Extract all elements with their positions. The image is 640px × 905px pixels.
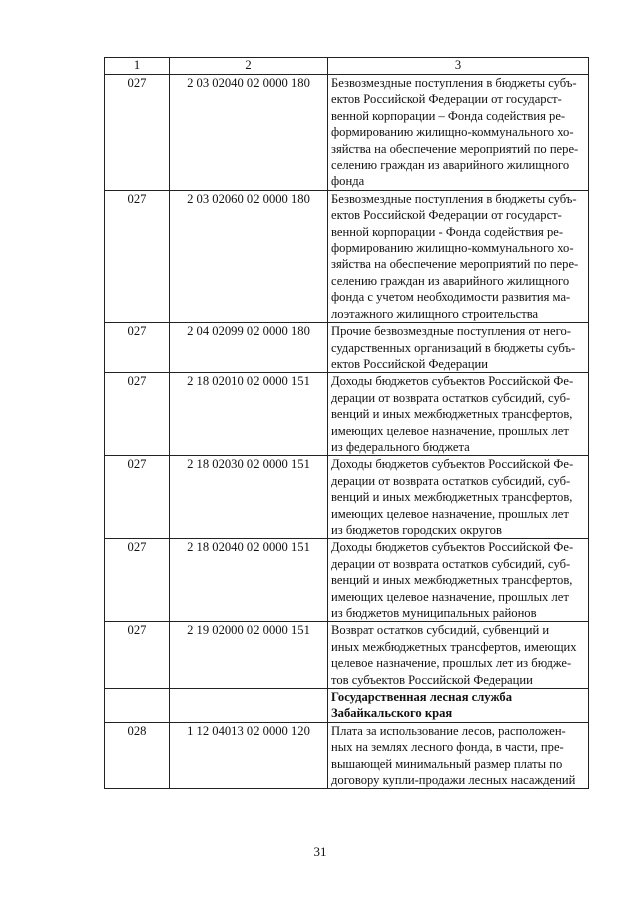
description-line: зяйства на обеспечение мероприятий по пере- [331, 141, 579, 156]
description-line: Доходы бюджетов субъектов Российской Фе- [331, 540, 574, 555]
description-line: ектов Российской Федерации от государст- [331, 92, 562, 107]
revenue-codes-table [104, 57, 589, 789]
description-line: договору купли-продажи лесных насаждений [331, 773, 576, 788]
budget-code-cell: 1 12 04013 02 0000 120 [170, 722, 328, 789]
column-header-2: 2 [170, 58, 328, 75]
admin-code-cell: 027 [105, 323, 170, 373]
table-row [105, 75, 589, 191]
table-row [105, 622, 589, 689]
description-line: Доходы бюджетов субъектов Российской Фе- [331, 374, 574, 389]
table-body [105, 75, 589, 789]
description-line: венной корпорации - Фонда содействия ре- [331, 224, 564, 239]
description-line: селению граждан из аварийного жилищного [331, 273, 570, 288]
description-line: вышающей минимальный размер платы по [331, 756, 563, 771]
description-cell [328, 190, 589, 322]
description-line: венной корпорации – Фонда содействия ре- [331, 108, 566, 123]
description-line: ектов Российской Федерации от государст- [331, 208, 562, 223]
description-cell [328, 622, 589, 689]
description-line: Безвозмездные поступления в бюджеты субъ- [331, 76, 577, 90]
description-line: селению граждан из аварийного жилищного [331, 158, 570, 173]
admin-code-cell: 028 [105, 722, 170, 789]
description-line: целевое назначение, прошлых лет из бюдже- [331, 656, 572, 671]
description-line: имеющих целевое назначение, прошлых лет [331, 506, 569, 521]
description-line: ектов Российской Федерации [331, 356, 488, 371]
page-number: 31 [313, 844, 327, 859]
table-row [105, 456, 589, 539]
description-line: из федерального бюджета [331, 439, 470, 454]
budget-code-cell: 2 18 02040 02 0000 151 [170, 539, 328, 622]
table-row [105, 190, 589, 322]
description-line: формированию жилищно-коммунального хо- [331, 241, 574, 256]
description-line: Государственная лесная служба [331, 690, 512, 705]
description-cell [328, 323, 589, 373]
description-line: фонда с учетом необходимости развития ма- [331, 290, 571, 305]
description-line: венций и иных межбюджетных трансфертов, [331, 573, 573, 588]
admin-code-cell: 027 [105, 539, 170, 622]
description-line: дерации от возврата остатков субсидий, суб- [331, 556, 571, 571]
description-cell [328, 373, 589, 456]
description-line: фонда [331, 174, 365, 189]
column-header-3: 3 [328, 58, 589, 75]
admin-code-cell [105, 689, 170, 723]
section-row [105, 689, 589, 723]
description-line: дерации от возврата остатков субсидий, суб- [331, 473, 571, 488]
description-cell [328, 75, 589, 191]
budget-code-cell: 2 03 02060 02 0000 180 [170, 190, 328, 322]
table-header-row [105, 58, 589, 75]
table-row [105, 539, 589, 622]
description-line: венций и иных межбюджетных трансфертов, [331, 490, 573, 505]
description-line: тов субъектов Российской Федерации [331, 672, 533, 687]
description-cell [328, 722, 589, 789]
budget-code-cell: 2 19 02000 02 0000 151 [170, 622, 328, 689]
description-line: из бюджетов муниципальных районов [331, 606, 537, 620]
budget-code-cell: 2 18 02010 02 0000 151 [170, 373, 328, 456]
budget-code-cell [170, 689, 328, 723]
description-line: лоэтажного жилищного строительства [331, 306, 539, 321]
table-row [105, 722, 589, 789]
description-line: сударственных организаций в бюджеты субъ- [331, 340, 576, 355]
admin-code-cell: 027 [105, 75, 170, 191]
description-line: формированию жилищно-коммунального хо- [331, 125, 574, 140]
description-line: иных межбюджетных трансфертов, имеющих [331, 639, 577, 654]
description-line: Возврат остатков субсидий, субвенций и [331, 623, 550, 638]
budget-code-cell: 2 18 02030 02 0000 151 [170, 456, 328, 539]
admin-code-cell: 027 [105, 373, 170, 456]
admin-code-cell: 027 [105, 622, 170, 689]
description-line: ных на землях лесного фонда, в части, пре- [331, 740, 564, 755]
description-line: Прочие безвозмездные поступления от него- [331, 324, 571, 339]
budget-code-cell: 2 04 02099 02 0000 180 [170, 323, 328, 373]
description-line: имеющих целевое назначение, прошлых лет [331, 589, 569, 604]
description-line: из бюджетов городских округов [331, 522, 502, 537]
description-line: имеющих целевое назначение, прошлых лет [331, 423, 569, 438]
admin-code-cell: 027 [105, 456, 170, 539]
table-row [105, 373, 589, 456]
description-line: Плата за использование лесов, расположен- [331, 723, 566, 738]
description-line: венций и иных межбюджетных трансфертов, [331, 407, 573, 422]
admin-code-cell: 027 [105, 190, 170, 322]
section-title-cell [328, 689, 589, 723]
table-row [105, 323, 589, 373]
budget-code-cell: 2 03 02040 02 0000 180 [170, 75, 328, 191]
description-line: Доходы бюджетов субъектов Российской Фе- [331, 457, 574, 472]
description-line: зяйства на обеспечение мероприятий по пере- [331, 257, 579, 272]
description-cell [328, 539, 589, 622]
column-header-1: 1 [105, 58, 170, 75]
description-line: Безвозмездные поступления в бюджеты субъ- [331, 191, 577, 206]
description-line: Забайкальского края [331, 706, 453, 721]
description-cell [328, 456, 589, 539]
description-line: дерации от возврата остатков субсидий, суб- [331, 390, 571, 405]
